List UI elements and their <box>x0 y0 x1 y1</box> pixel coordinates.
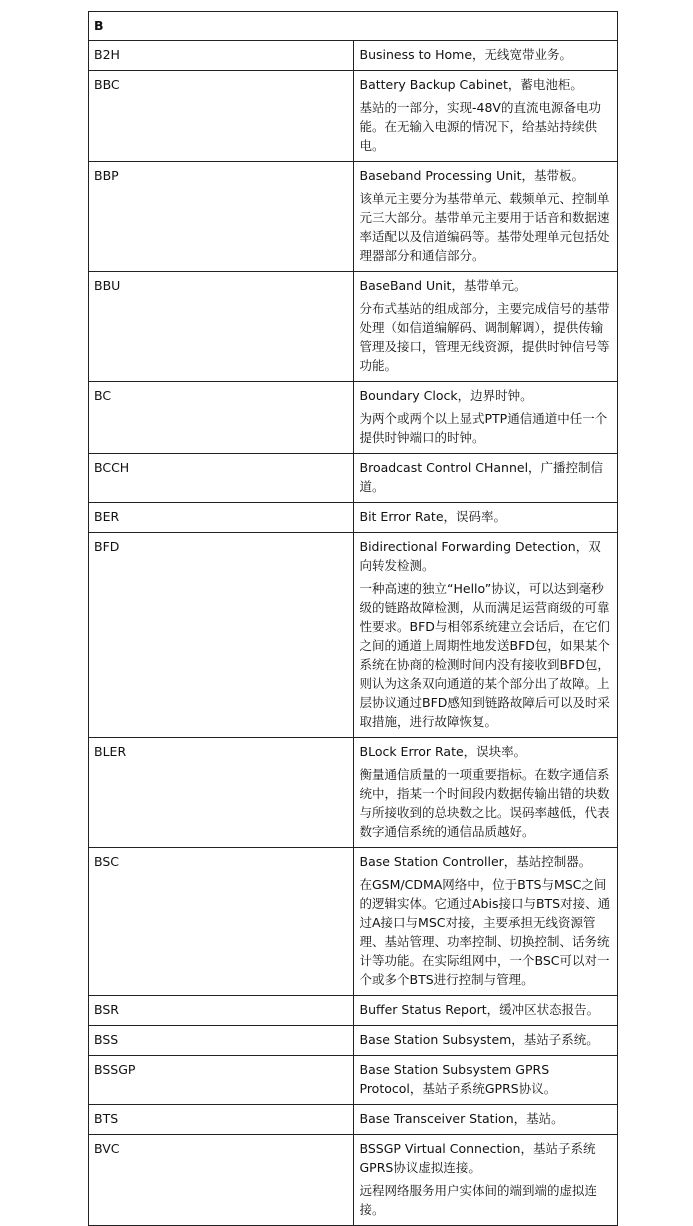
glossary-term: BCCH <box>89 454 354 503</box>
definition-title: Battery Backup Cabinet，蓄电池柜。 <box>359 77 583 92</box>
glossary-row <box>89 71 618 162</box>
definition-title: Bit Error Rate，误码率。 <box>359 509 507 524</box>
glossary-definition <box>353 848 618 996</box>
glossary-definition <box>353 1135 618 1226</box>
glossary-row <box>89 848 618 996</box>
definition-title: Base Station Subsystem GPRS Protocol，基站子系统GPRS协议。 <box>359 1062 557 1096</box>
glossary-row <box>89 738 618 848</box>
definition-title: BLock Error Rate，误块率。 <box>359 744 527 759</box>
definition-description: 分布式基站的组成部分，主要完成信号的基带处理（如信道编解码、调制解调），提供传输管理及接口，管理无线资源，提供时钟信号等功能。 <box>359 301 610 373</box>
definition-description: 基站的一部分，实现-48V的直流电源备电功能。在无输入电源的情况下，给基站持续供电。 <box>359 100 601 153</box>
glossary-term: BSSGP <box>89 1056 354 1105</box>
glossary-term: BC <box>89 382 354 454</box>
glossary-definition <box>353 382 618 454</box>
glossary-row <box>89 1135 618 1226</box>
glossary-body <box>89 12 618 1226</box>
definition-title: Baseband Processing Unit，基带板。 <box>359 168 585 183</box>
definition-title: Base Station Subsystem，基站子系统。 <box>359 1032 599 1047</box>
definition-title: Boundary Clock，边界时钟。 <box>359 388 533 403</box>
glossary-row <box>89 1026 618 1056</box>
section-header-row <box>89 12 618 41</box>
glossary-definition <box>353 272 618 382</box>
glossary-row <box>89 272 618 382</box>
glossary-table <box>88 11 618 1226</box>
glossary-definition <box>353 738 618 848</box>
glossary-definition <box>353 71 618 162</box>
glossary-row <box>89 503 618 533</box>
glossary-row <box>89 41 618 71</box>
glossary-term: BER <box>89 503 354 533</box>
glossary-row <box>89 162 618 272</box>
definition-title: Broadcast Control CHannel，广播控制信道。 <box>359 460 604 494</box>
glossary-definition <box>353 533 618 738</box>
definition-description: 为两个或两个以上显式PTP通信通道中任一个提供时钟端口的时钟。 <box>359 411 608 445</box>
glossary-row <box>89 996 618 1026</box>
definition-title: Business to Home，无线宽带业务。 <box>359 47 573 62</box>
glossary-definition <box>353 1105 618 1135</box>
glossary-term: BTS <box>89 1105 354 1135</box>
definition-description: 在GSM/CDMA网络中，位于BTS与MSC之间的逻辑实体。它通过Abis接口与BTS对接、通过A接口与MSC对接，主要承担无线资源管理、基站管理、功率控制、切换控制、话务统计等功能。在实际组网中，一个BSC可以对一个或多个BTS进行控制与管理。 <box>359 877 611 987</box>
glossary-term: BBC <box>89 71 354 162</box>
definition-description: 远程网络服务用户实体间的端到端的虚拟连接。 <box>359 1183 598 1217</box>
glossary-definition <box>353 454 618 503</box>
glossary-term: BBP <box>89 162 354 272</box>
definition-description: 该单元主要分为基带单元、载频单元、控制单元三大部分。基带单元主要用于话音和数据速率适配以及信道编码等。基带处理单元包括处理器部分和通信部分。 <box>359 191 610 263</box>
definition-title: Base Transceiver Station，基站。 <box>359 1111 564 1126</box>
definition-title: Bidirectional Forwarding Detection，双向转发检测。 <box>359 539 601 573</box>
glossary-row <box>89 1056 618 1105</box>
glossary-term: BSC <box>89 848 354 996</box>
glossary-definition <box>353 1056 618 1105</box>
glossary-definition <box>353 41 618 71</box>
glossary-definition <box>353 1026 618 1056</box>
definition-title: Base Station Controller，基站控制器。 <box>359 854 592 869</box>
glossary-term: BSR <box>89 996 354 1026</box>
glossary-term: BLER <box>89 738 354 848</box>
glossary-definition <box>353 503 618 533</box>
glossary-row <box>89 533 618 738</box>
glossary-definition <box>353 162 618 272</box>
definition-title: BaseBand Unit，基带单元。 <box>359 278 527 293</box>
definition-title: BSSGP Virtual Connection，基站子系统GPRS协议虚拟连接。 <box>359 1141 596 1175</box>
section-letter: B <box>89 12 618 41</box>
glossary-row <box>89 454 618 503</box>
glossary-term: B2H <box>89 41 354 71</box>
glossary-term: BVC <box>89 1135 354 1226</box>
glossary-row <box>89 1105 618 1135</box>
definition-title: Buffer Status Report，缓冲区状态报告。 <box>359 1002 600 1017</box>
glossary-definition <box>353 996 618 1026</box>
definition-description: 一种高速的独立“Hello”协议，可以达到毫秒级的链路故障检测，从而满足运营商级的可靠性要求。BFD与相邻系统建立会话后，在它们之间的通道上周期性地发送BFD包，如果某个系统在协商的检测时间内没有接收到BFD包，则认为这条双向通道的某个部分出了故障。上层协议通过BFD感知到链路故障后可以及时采取措施，进行故障恢复。 <box>359 581 610 729</box>
glossary-term: BBU <box>89 272 354 382</box>
glossary-row <box>89 382 618 454</box>
glossary-term: BFD <box>89 533 354 738</box>
definition-description: 衡量通信质量的一项重要指标。在数字通信系统中，指某一个时间段内数据传输出错的块数与所接收到的总块数之比。误码率越低，代表数字通信系统的通信品质越好。 <box>359 767 610 839</box>
glossary-term: BSS <box>89 1026 354 1056</box>
